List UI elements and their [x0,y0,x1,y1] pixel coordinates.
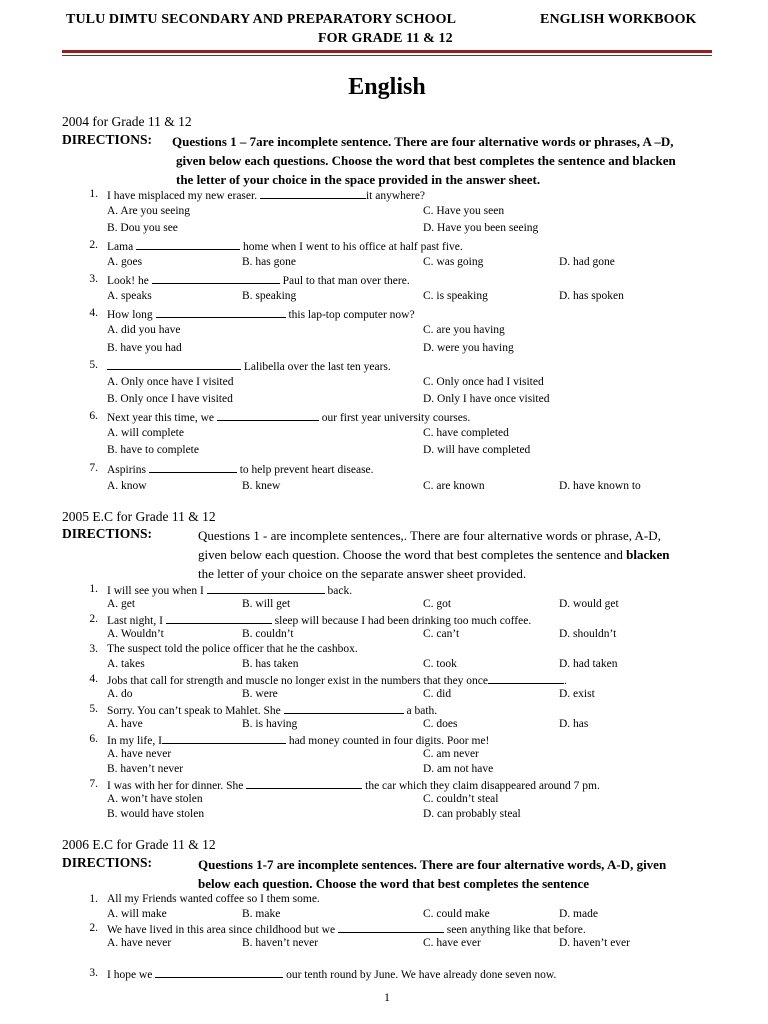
option: C. got [423,598,452,610]
option: A. goes [107,256,143,268]
option: A. Wouldn’t [107,628,164,640]
answer-blank [488,673,564,684]
option: C. can’t [423,628,460,640]
option: A. Only once have I visited [107,376,234,388]
section-heading: 2004 for Grade 11 & 12 [62,114,192,129]
question-text: All my Friends wanted coffee so I them some. [107,893,320,905]
directions-line: below each question. Choose the word that best completes the sentence [198,876,590,891]
question-number: 1. [89,893,98,905]
option: D. has [559,718,589,730]
answer-blank [136,239,240,250]
question-text: Jobs that call for strength and muscle no longer exist in the numbers that they once . [107,675,567,687]
question-number: 3. [89,273,98,285]
option: B. knew [242,480,281,492]
answer-blank [156,307,286,318]
answer-blank [166,613,272,624]
option: B. is having [242,718,298,730]
option: A. did you have [107,324,181,336]
directions-line: the letter of your choice on the separate answer sheet provided. [198,566,527,581]
directions-label: DIRECTIONS: [62,526,153,541]
option: B. will get [242,598,291,610]
question-number: 5. [89,359,98,371]
directions-line: given below each questions. Choose the word that best completes the sentence and blacken [176,153,676,168]
option: B. make [242,908,281,920]
option: C. are you having [423,324,505,336]
option: C. does [423,718,458,730]
directions-line: Questions 1-7 are incomplete sentences. There are four alternative words, A-D, given [198,857,667,872]
question-text: I was with her for dinner. She the car which they claim disappeared around 7 pm. [107,780,600,792]
answer-blank [152,273,280,284]
option: A. know [107,480,147,492]
workbook-title: ENGLISH WORKBOOK [540,12,697,27]
option: A. have [107,718,143,730]
option: B. have to complete [107,444,199,456]
question-number: 3. [89,967,98,979]
option: C. are known [423,480,485,492]
question-text: Next year this time, we our first year university courses. [107,412,471,424]
option: B. would have stolen [107,808,205,820]
option: A. have never [107,748,172,760]
school-name: TULU DIMTU SECONDARY AND PREPARATORY SCHOOL [66,12,457,27]
question-text: I hope we our tenth round by June. We have already done seven now. [107,969,557,981]
directions-label: DIRECTIONS: [62,855,153,870]
answer-blank [217,410,319,421]
option: A. will complete [107,427,184,439]
question-text: We have lived in this area since childhood but we seen anything like that before. [107,924,586,936]
answer-blank [155,967,283,978]
option: A. do [107,688,133,700]
option: C. was going [423,256,484,268]
option: B. Dou you see [107,222,178,234]
option: B. haven’t never [242,937,319,949]
option: B. speaking [242,290,297,302]
option: B. has gone [242,256,296,268]
option: C. took [423,658,457,670]
option: B. Only once I have visited [107,393,233,405]
question-number: 4. [89,673,98,685]
option: D. haven’t ever [559,937,630,949]
answer-blank [107,359,241,370]
directions-label: DIRECTIONS: [62,132,153,147]
question-number: 3. [89,643,98,655]
option: C. have ever [423,937,481,949]
header-rule-thick [62,50,712,53]
option: D. can probably steal [423,808,521,820]
option: B. were [242,688,278,700]
option: B. haven’t never [107,763,184,775]
page-title: English [348,74,426,100]
option: D. have known to [559,480,641,492]
option: D. made [559,908,598,920]
option: C. is speaking [423,290,488,302]
answer-blank [162,733,286,744]
question-text: Lalibella over the last ten years. [107,359,391,373]
question-text: How long this lap-top computer now? [107,309,415,321]
question-text: In my life, I had money counted in four digits. Poor me! [107,735,490,747]
answer-blank [338,922,444,933]
option: D. Only I have once visited [423,393,550,405]
option: C. Have you seen [423,205,505,217]
question-text: Last night, I sleep will because I had been drinking too much coffee. [107,615,532,627]
directions-line: Questions 1 – 7are incomplete sentence. There are four alternative words or phrases, A –D, [172,134,674,149]
option: C. Only once had I visited [423,376,544,388]
option: A. speaks [107,290,152,302]
answer-blank [284,703,404,714]
option: D. Have you been seeing [423,222,539,234]
option: C. have completed [423,427,509,439]
directions-line: Questions 1 - are incomplete sentences,. There are four alternative words or phrase, A-D, [198,528,661,543]
question-number: 7. [89,462,98,474]
option: C. am never [423,748,479,760]
option: C. did [423,688,452,700]
directions-line: the letter of your choice in the space provided in the answer sheet. [176,172,541,187]
section-heading: 2006 E.C for Grade 11 & 12 [62,837,216,852]
question-number: 4. [89,307,98,319]
question-number: 7. [89,778,98,790]
question-text: I have misplaced my new eraser. it anywhere? [107,190,426,202]
option: B. have you had [107,342,182,354]
option: D. exist [559,688,595,700]
question-number: 2. [89,239,98,251]
question-text: The suspect told the police officer that he the cashbox. [107,643,358,655]
answer-blank [207,583,325,594]
option: B. has taken [242,658,299,670]
option: D. shouldn’t [559,628,617,640]
directions-line: given below each question. Choose the word that best completes the sentence and blacken [198,547,670,562]
option: A. won’t have stolen [107,793,203,805]
question-number: 6. [89,733,98,745]
question-number: 1. [89,583,98,595]
option: C. couldn’t steal [423,793,499,805]
question-number: 6. [89,410,98,422]
question-text: Aspirins to help prevent heart disease. [107,464,374,476]
question-text: Look! he Paul to that man over there. [107,275,410,287]
answer-blank [246,778,362,789]
option: D. had gone [559,256,615,268]
question-number: 2. [89,922,98,934]
option: D. has spoken [559,290,624,302]
option: A. get [107,598,136,610]
grade-label: FOR GRADE 11 & 12 [318,31,453,46]
option: D. would get [559,598,619,610]
question-number: 2. [89,613,98,625]
answer-blank [149,462,237,473]
page-number: 1 [384,990,390,1004]
question-text: I will see you when I back. [107,585,353,597]
question-number: 5. [89,703,98,715]
section-heading: 2005 E.C for Grade 11 & 12 [62,509,216,524]
option: D. were you having [423,342,514,354]
question-number: 1. [89,188,98,200]
option: B. couldn’t [242,628,294,640]
option: D. will have completed [423,444,531,456]
option: C. could make [423,908,490,920]
option: D. had taken [559,658,618,670]
option: A. takes [107,658,145,670]
question-text: Sorry. You can’t speak to Mahlet. She a bath. [107,705,438,717]
option: A. Are you seeing [107,205,191,217]
header-rule-thin [62,55,712,56]
question-text: Lama home when I went to his office at half past five. [107,241,463,253]
answer-blank [260,188,366,199]
option: A. will make [107,908,167,920]
option: D. am not have [423,763,494,775]
option: A. have never [107,937,172,949]
